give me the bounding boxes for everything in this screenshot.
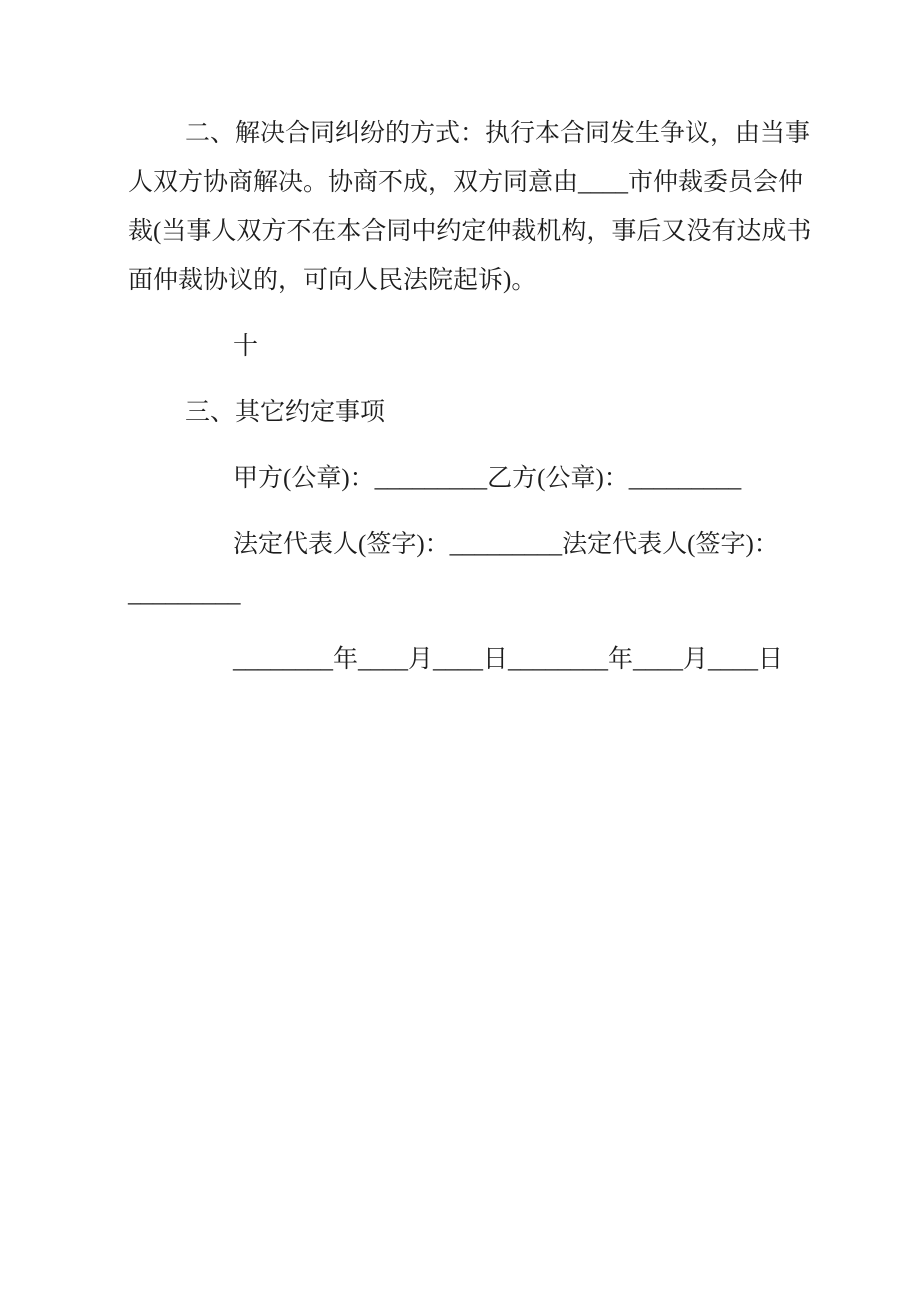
signature-line-paragraph: [128, 520, 800, 618]
dispute-line-1: 二、解决合同纠纷的方式：执行本合同发生争议，由当事: [185, 120, 811, 147]
other-terms-heading-paragraph: [128, 388, 800, 437]
date-line-text: ________年____月____日________年____月____日: [233, 646, 784, 673]
dispute-line-2: 人双方协商解决。协商不成，双方同意由____市仲裁委员会仲: [128, 169, 804, 196]
signature-line-text: 法定代表人(签字)：_________法定代表人(签字)：: [233, 531, 779, 558]
seal-line-text: 甲方(公章)：_________乙方(公章)：_________: [233, 465, 742, 492]
ten-marker-line: [128, 322, 800, 371]
signature-line-wrapped-blank: _________: [128, 580, 241, 607]
dispute-line-4: 面仲裁协议的，可向人民法院起诉)。: [128, 267, 537, 294]
dispute-resolution-paragraph: [128, 109, 812, 305]
seal-line-paragraph: [128, 454, 800, 503]
other-terms-heading-text: 三、其它约定事项: [185, 399, 386, 426]
date-line-paragraph: [128, 635, 800, 684]
dispute-line-3: 裁(当事人双方不在本合同中约定仲裁机构，事后又没有达成书: [128, 218, 812, 245]
ten-marker-text: 十: [233, 333, 259, 360]
